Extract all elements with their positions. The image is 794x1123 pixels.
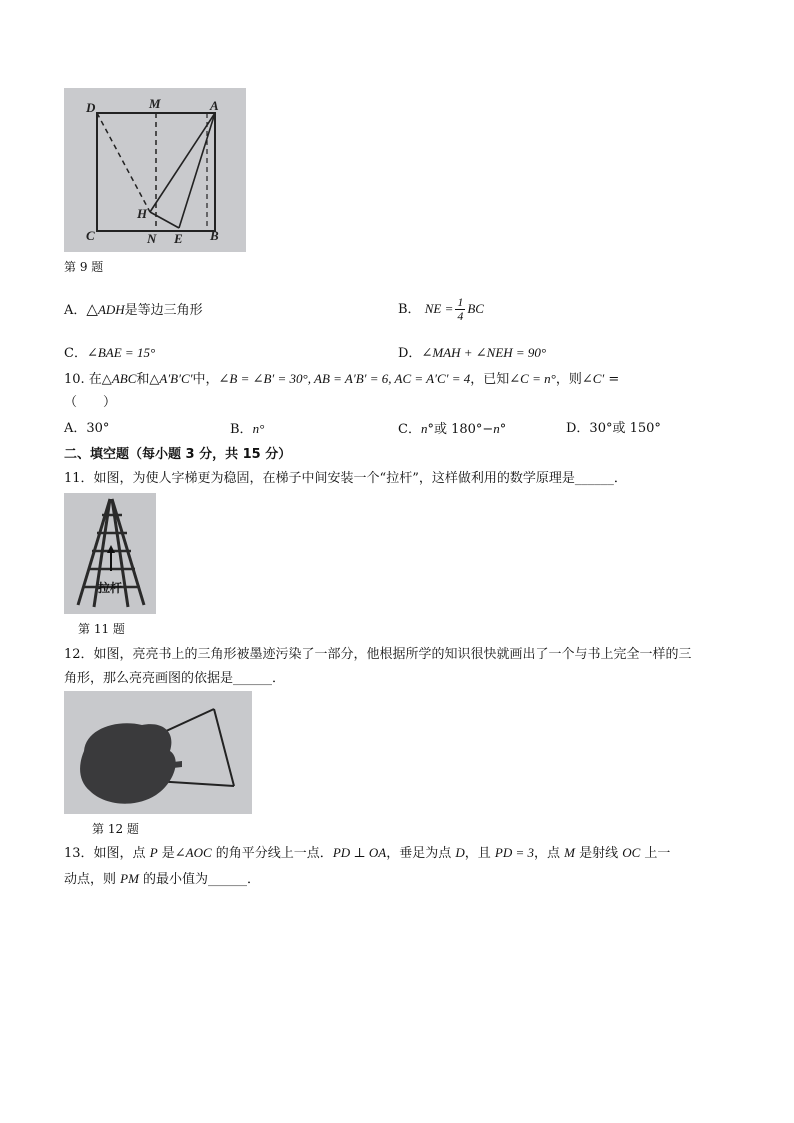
- math-expr: ∠BAE = 15°: [86, 345, 156, 360]
- math-expr: C′: [592, 371, 605, 386]
- fraction-denominator: 4: [457, 309, 464, 323]
- q13-stem-line1: [64, 844, 670, 863]
- text-run: 的角平分线上一点．: [211, 846, 333, 861]
- math-expr: ADH: [97, 302, 125, 317]
- q11-stem: 11．如图，为使人字梯更为稳固，在梯子中间安装一个“拉杆”，这样做利用的数学原理是______．: [64, 471, 627, 486]
- math-expr: ABC: [111, 371, 137, 386]
- text-run: °: [499, 422, 507, 437]
- option-letter: B．: [230, 422, 253, 437]
- text-run: ，已知∠: [470, 372, 521, 387]
- math-expr: M: [564, 845, 575, 860]
- math-expr: n: [420, 421, 428, 436]
- text-run: 是∠: [157, 846, 186, 861]
- text-run: 动点，则: [64, 872, 121, 887]
- figure-11-caption: 第 11 题: [78, 622, 125, 636]
- q12-stem-line2: 角形，那么亮亮画图的依据是______．: [64, 671, 286, 686]
- fraction-numerator: 1: [457, 295, 464, 309]
- math-expr: NE =: [424, 301, 454, 316]
- text-run: ，且: [464, 846, 495, 861]
- math-expr: AOC: [185, 845, 212, 860]
- q10-option-b: [230, 420, 264, 439]
- figure-11-image: [64, 493, 156, 614]
- math-expr: ∠B = ∠B′ = 30°, AB = A′B′ = 6, AC = A′C′ = 4: [218, 371, 471, 386]
- math-expr: BC: [467, 301, 484, 316]
- text-run: ，点: [533, 846, 565, 861]
- q10-answer-bracket: （ ）: [64, 395, 117, 410]
- q10-option-a: A．30°: [64, 421, 110, 436]
- text-run: 的最小值为______．: [138, 872, 261, 887]
- q10-option-c: [398, 420, 506, 439]
- option-letter: D．: [398, 346, 422, 361]
- q12-stem-line1: 12．如图，亮亮书上的三角形被墨迹污染了一部分，他根据所学的知识很快就画出了一个与书上完全一样的三: [64, 647, 692, 662]
- figure-12-image: [64, 691, 252, 814]
- fig9-label-B: B: [210, 228, 219, 243]
- fig9-label-D: D: [86, 100, 96, 115]
- text-run: 中，: [192, 372, 219, 387]
- q9-option-d: [398, 344, 546, 363]
- q10-option-d: D．30°或 150°: [566, 421, 661, 436]
- q9-option-c: [64, 344, 155, 363]
- text-run: 和△: [136, 372, 160, 387]
- math-expr: ∠MAH + ∠NEH = 90°: [421, 345, 547, 360]
- text-run: 10. 在△: [64, 372, 112, 387]
- option-letter: A．: [64, 303, 87, 318]
- figure-9-image: [64, 88, 246, 252]
- math-expr: n°: [252, 421, 265, 436]
- text-run: 13．如图，点: [64, 846, 150, 861]
- option-letter: C．: [64, 346, 87, 361]
- option-letter: C．: [398, 422, 421, 437]
- math-expr: P: [149, 845, 158, 860]
- section-2-title: 二、填空题（每小题 3 分，共 15 分）: [64, 447, 292, 462]
- text-run: °或 180°−: [427, 422, 494, 437]
- fig9-label-M: M: [149, 96, 161, 111]
- q9-option-b: [398, 290, 484, 329]
- fraction: [455, 296, 465, 323]
- math-expr: C = n°: [520, 371, 556, 386]
- text-run: 上一: [640, 846, 671, 861]
- text-run: =: [604, 372, 620, 387]
- math-expr: PD = 3: [494, 845, 534, 860]
- figure-9-caption: 第 9 题: [64, 260, 104, 274]
- text-run: 是射线: [574, 846, 623, 861]
- fig9-label-N: N: [147, 231, 157, 246]
- text-run: ，垂足为点: [386, 846, 456, 861]
- q10-stem: [64, 370, 619, 389]
- text-run: ，则∠: [555, 372, 593, 387]
- fig9-label-H: H: [137, 206, 148, 221]
- q9-option-a: [64, 300, 203, 320]
- math-expr: A′B′C′: [159, 371, 193, 386]
- q13-stem-line2: [64, 870, 260, 889]
- fig9-label-A: A: [210, 98, 219, 113]
- fig11-label: 拉杆: [98, 581, 123, 595]
- math-expr: n: [493, 421, 500, 436]
- option-letter: B．: [398, 302, 421, 317]
- fig9-label-C: C: [86, 228, 95, 243]
- figure-12-caption: 第 12 题: [92, 822, 139, 836]
- option-text: 是等边三角形: [124, 303, 203, 318]
- math-expr: OC: [622, 845, 641, 860]
- math-expr: PM: [120, 871, 139, 886]
- math-expr: PD ⊥ OA: [332, 845, 387, 860]
- fig9-label-E: E: [174, 231, 183, 246]
- math-expr: D: [455, 845, 465, 860]
- triangle-symbol: △: [86, 300, 98, 318]
